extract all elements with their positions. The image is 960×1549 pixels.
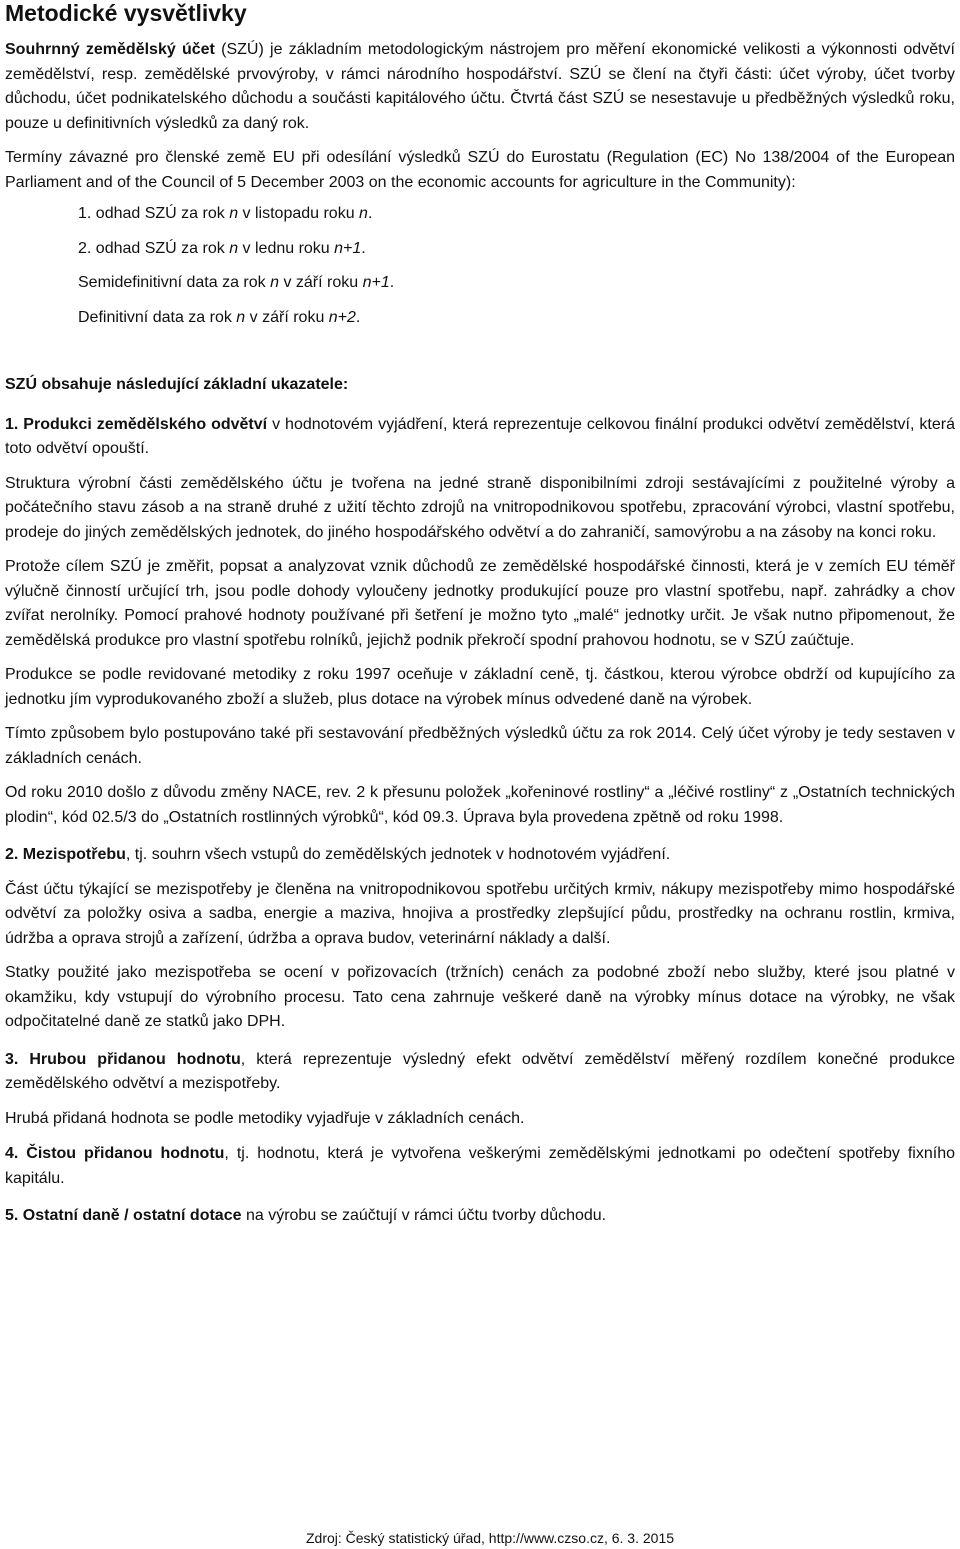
section-2-paragraph: Část účtu týkající se mezispotřeby je členěna na vnitropodnikovou spotřebu určitých krmiv, nákupy mezispotřeby mimo hospodářské odvětví za položky osiva a sadba, energie a maziva, hnojiva a prostředky zlepšující půdu, prostředky na ochranu rostlin, krmiva, údržba a oprava strojů a zařízení, údržba a oprava budov, veterinární náklady a další. [5, 880, 955, 947]
section-2-paragraph: Statky použité jako mezispotřeba se ocení v pořizovacích (tržních) cenách za podobné zboží nebo služby, které jsou platné v okamžiku, kdy vstupují do výrobního procesu. Tato cena zahrnuje veškeré daně na výrobky mínus dotace na výrobky, ne však odpočitatelné daně ze statků jako DPH. [5, 964, 955, 1030]
section-3-paragraph: Hrubá přidaná hodnota se podle metodiky vyjadřuje v základních cenách. [5, 1109, 525, 1127]
section-1-paragraph: Od roku 2010 došlo z důvodu změny NACE, rev. 2 k přesunu položek „kořeninové rostliny“ a „léčivé rostliny“ z „Ostatních technických plodin“, kód 02.5/3 do „Ostatních rostlinných výrobků“, kód 09.3. Úprava byla provedena zpětně od roku 1998. [5, 784, 955, 826]
deadlines-paragraph: Termíny závazné pro členské země EU při odesílání výsledků SZÚ do Eurostatu (Regulation (EC) No 138/2004 of the European Parliament and of the Council of 5 December 2003 on the economic accounts for agriculture in the Community): [5, 149, 955, 191]
source-footer: Zdroj: Český statistický úřad, http://www.czso.cz, 6. 3. 2015 [305, 1530, 675, 1546]
intro-paragraph [5, 38, 955, 136]
section-1-paragraph: Protože cílem SZÚ je změřit, popsat a analyzovat vznik důchodů ze zemědělské hospodářské činnosti, která je v zemích EU téměř výlučně činností určující trh, jsou podle dohody vyloučeny jednotky produkující pouze pro vlastní spotřebu, např. zahrádky a chov zvířat nerolníky. Pomocí prahové hodnoty používané při šetření je možno tyto „malé“ jednotky určit. Je však nutno připomenout, že zemědělská produkce pro vlastní spotřebu rolníků, jejichž podnik překročí spodní prahovou hodnotu, se v SZÚ zaúčtuje. [5, 558, 955, 649]
list-item: 2. odhad SZÚ za rok n v lednu roku n+1. [78, 239, 366, 257]
list-item: Semidefinitivní data za rok n v září roku n+1. [78, 274, 395, 291]
section-1-paragraph: Tímto způsobem bylo postupováno také při sestavování předběžných výsledků účtu za rok 2014. Celý účet výroby je tedy sestaven v základních cenách. [5, 725, 955, 767]
intro-bold-lead: Souhrnný zemědělský účet [5, 41, 215, 58]
intro-text: (SZÚ) je základním metodologickým nástrojem pro měření ekonomické velikosti a výkonnosti odvětví zemědělství, resp. zemědělské prvovýroby, v rámci národního hospodářství. SZÚ se člení na čtyři části: účet výroby, účet tvorby důchodu, účet podnikatelského důchodu a součásti kapitálového účtu. Čtvrtá část SZÚ se nesestavuje u předběžných výsledků roku, pouze u definitivních výsledků za daný rok. [5, 41, 955, 132]
section-3-lead: 3. Hrubou přidanou hodnotu, která reprezentuje výsledný efekt odvětví zemědělství měřený rozdílem konečné produkce zemědělského odvětví a mezispotřeby. [5, 1050, 955, 1092]
deadlines-list [78, 202, 955, 330]
section-2-lead: 2. Mezispotřebu, tj. souhrn všech vstupů do zemědělských jednotek v hodnotovém vyjádření. [5, 846, 671, 863]
list-item: 1. odhad SZÚ za rok n v listopadu roku n. [78, 205, 373, 222]
document-page [5, 0, 955, 1229]
page-title: Metodické vysvětlivky [5, 0, 247, 26]
section-1-paragraph: Struktura výrobní části zemědělského účtu je tvořena na jedné straně disponibilními zdroji sestávajícími z použitelné výroby a počátečního stavu zásob a na straně druhé z užití těchto zdrojů na vnitropodnikovou spotřebu, zpracování výrobci, vlastní spotřebu, prodeje do jiných zemědělských jednotek, do jiného hospodářského odvětví a do zahraničí, samovýrobu a na zásoby na konci roku. [5, 474, 955, 541]
section-5-lead: 5. Ostatní daně / ostatní dotace na výrobu se zaúčtují v rámci účtu tvorby důchodu. [5, 1207, 607, 1224]
section-4-lead: 4. Čistou přidanou hodnotu, tj. hodnotu, která je vytvořena veškerými zemědělskými jednotkami po odečtení spotřeby fixního kapitálu. [5, 1145, 955, 1187]
list-item: Definitivní data za rok n v září roku n+2. [78, 308, 361, 326]
indicators-heading: SZÚ obsahuje následující základní ukazatele: [5, 376, 349, 393]
section-1-paragraph: Produkce se podle revidované metodiky z roku 1997 oceňuje v základní ceně, tj. částkou, kterou výrobce obdrží od kupujícího za jednotku jím vyprodukovaného zboží a služeb, plus dotace na výrobek mínus odvedené daně na výrobek. [5, 666, 955, 708]
section-1-lead: 1. Produkci zemědělského odvětví v hodnotovém vyjádření, která reprezentuje celkovou finální produkci odvětví zemědělství, která toto odvětví opouští. [5, 415, 955, 457]
